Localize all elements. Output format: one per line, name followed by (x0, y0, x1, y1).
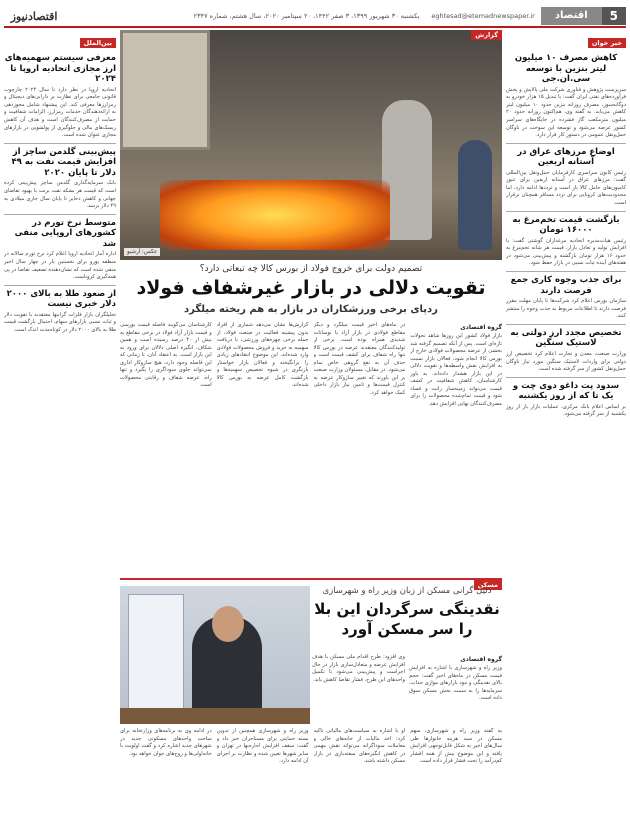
news-body: رئیس هیات‌مدیره اتحادیه مرغداران گوشتی گفت: با افزایش تولید و تعادل بازار، قیمت هر شانه تخم‌مرغ به حدود ۱۶ هزار تومان بازگشته و پیش‌بینی می‌شود در هفته‌های آینده ثبات نسبی در بازار حفظ شود. (506, 237, 626, 267)
news-body: اداره آمار اتحادیه اروپا اعلام کرد نرخ تورم سالانه در منطقه یورو برای نخستین بار در چهار سال اخیر منفی شده است که نشان‌دهنده تضعیف تقاضا در پی همه‌گیری کروناست. (4, 251, 116, 281)
news-item (4, 218, 116, 282)
divider (4, 285, 116, 286)
molten-steel-glow (160, 180, 390, 250)
news-body: بانک سرمایه‌گذاری گلدمن ساچز پیش‌بینی کرده است که قیمت هر بشکه نفت برنت با بهبود تقاضای جهانی و کاهش ذخایر تا پایان سال جاری میلادی به ۴۹ دلار برسد. (4, 180, 116, 210)
news-item (506, 275, 626, 321)
desk (120, 708, 310, 724)
news-body: تحلیلگران بازار فلزات گرانبها معتقدند با تقویت دلار و ثبات نسبی بازارهای سهام، احتمال بازگشت قیمت طلا به بالای ۲۰۰۰ دلار در کوتاه‌مدت اندک است. (4, 311, 116, 333)
column-text: گزارش‌ها نشان می‌دهد شماری از افراد بدون پیشینه فعالیت در صنعت فولاد، از جمله برخی چهره‌های ورزشی، با دریافت سهمیه به خرید و فروش محصولات فولادی وارد شده‌اند. این موضوع انتقادهای زیادی را برانگیخته و فعالان بازار خواستار بازنگری در شیوه تخصیص سهمیه‌ها و بازگشت کامل عرضه به بورس کالا شده‌اند. (216, 322, 309, 389)
news-body: اتحادیه اروپا در نظر دارد تا سال ۲۰۲۴ چارچوب قانونی جامعی برای نظارت بر دارایی‌های دیجیتال و رمزارزها معرفی کند. این پیشنهاد شامل مجوزدهی به ارائه‌دهندگان خدمات رمزارز، الزامات شفافیت و حمایت از مصرف‌کنندگان است و هدف آن کاهش ریسک‌های مالی و جلوگیری از پولشویی در بازارهای مجازی عنوان شده است. (4, 86, 116, 139)
section-name: اقتصاد (541, 7, 602, 25)
news-title: کاهش مصرف ۱۰ میلیون لیتر بنزین با توسعه سی.ان.جی (514, 53, 618, 85)
masthead-date: یکشنبه ۳۰ شهریور ۱۳۹۹، ۳ صفر ۱۴۴۲، ۲۰ سپتامبر ۲۰۲۰، سال هشتم، شماره ۲۳۴۷ (193, 12, 420, 20)
left-news-column (4, 30, 116, 816)
column-text: به گفته وزیر راه و شهرسازی، سهم مسکن در سبد هزینه خانوارها طی سال‌های اخیر به شکل قابل‌توجهی افزایش یافته و این موضوع بیش از همه اقشار کم‌درآمد را تحت فشار قرار داده است. (410, 728, 502, 765)
news-title: از صعود طلا به بالای ۲۰۰۰ دلار خبری نیست (6, 288, 116, 310)
column-text: بازار فولاد کشور این روزها شاهد تحولات تازه‌ای است. پس از آنکه تصمیم گرفته شد بخشی از عرضه محصولات فولادی خارج از بورس کالا انجام شود، فعالان بازار نسبت به افزایش نقش واسطه‌ها و تقویت دلالی در این بازار هشدار داده‌اند. به باور کارشناسان، کاهش شفافیت در کشف قیمت می‌تواند زمینه‌ساز رانت و فساد شود و قیمت تمام‌شده محصولات را برای مصرف‌کنندگان نهایی افزایش دهد. (410, 333, 502, 407)
text-column (120, 728, 212, 816)
photo-credit: عکس: آرشیو (124, 248, 160, 256)
news-body: سرپرست پژوهش و فناوری شرکت ملی پالایش و پخش فرآورده‌های نفتی ایران گفت: با تبدیل ۱۵ هزار خودرو به دوگانه‌سوز، مصرف روزانه بنزین حدود ۱۰ میلیون لیتر کاهش می‌یابد. به گفته وی، هم‌اکنون روزانه حدود ۲۰ میلیون مترمکعب گاز فشرده در جایگاه‌های سراسر کشور عرضه می‌شود و توسعه این سوخت در ناوگان حمل‌ونقل عمومی در دستور کار قرار دارد. (506, 86, 626, 139)
news-title: برای جذب وجوه کاری جمع فرصت دارند (510, 274, 622, 296)
divider (506, 324, 626, 325)
byline: گروه اقتصادی (460, 324, 502, 331)
housing-section-kicker: مسکن (474, 580, 502, 590)
news-item (506, 147, 626, 208)
main-subtitle: ردپای برخی ورزشکاران در بازار به هم ریخته میلگرد (184, 304, 438, 315)
worker-figure (458, 140, 492, 250)
column-text: کارشناسان می‌گویند فاصله قیمت بورسی و قیمت بازار آزاد فولاد در برخی مقاطع به بیش از ۴۰ درصد رسیده است و همین شکاف، انگیزه اصلی دلالان برای ورود به این بازار است. به اعتقاد آنان، تا زمانی که این فاصله وجود دارد، هیچ سازوکار اداری نمی‌تواند جلوی سوداگری را بگیرد و تنها راه، عرضه شفاف و رقابتی محصولات است. (120, 322, 212, 389)
column-text: در ادامه وی به برنامه‌های وزارتخانه برای ساخت واحدهای مسکونی جدید در شهرهای جدید اشاره کرد و گفت اولویت با خانه‌اولی‌ها و زوج‌های جوان خواهد بود. (120, 728, 212, 757)
main-section-kicker: گزارش (471, 30, 502, 40)
text-column (312, 654, 405, 724)
divider (506, 143, 626, 144)
housing-intro-body (312, 654, 502, 724)
column-text: وزیر راه و شهرسازی همچنین از تدوین بسته حمایتی برای مستاجران خبر داد و گفت: سقف افزایش اجاره‌بها در تهران و سایر شهرها تعیین شده و نظارت بر اجرای آن ادامه دارد. (216, 728, 309, 765)
masthead (4, 6, 626, 28)
divider (4, 143, 116, 144)
right-news-column (506, 30, 626, 816)
text-column (409, 654, 502, 724)
divider (506, 377, 626, 378)
news-title: بازگشت قیمت تخم‌مرغ به ۱۶۰۰۰ تومان (512, 214, 620, 236)
column-text: وزیر راه و شهرسازی با اشاره به افزایش قیمت مسکن در ماه‌های اخیر گفت: حجم بالای نقدینگی و نبود بازارهای موازی جذاب، سرمایه‌ها را به سمت بخش مسکن سوق داده است. (409, 665, 502, 702)
column-text: او با اشاره به سیاست‌های مالیاتی تاکید کرد: اخذ مالیات از خانه‌های خالی و معاملات سوداگرانه می‌تواند نقش مهمی در کاهش انگیزه‌های سفته‌بازی در بازار مسکن داشته باشد. (313, 728, 406, 765)
left-column-kicker: بین‌الملل (80, 38, 116, 48)
news-title: پیش‌بینی گلدمن ساچز از افزایش قیمت نفت به ۴۹ دلار تا پایان ۲۰۲۰ (11, 146, 116, 178)
news-item (506, 215, 626, 268)
text-column (217, 322, 309, 574)
news-title: اوضاع مرزهای عراق در آستانه اربعین (517, 146, 615, 168)
news-title: تخصیص مجدد ارز دولتی به لاستیک سنگین (510, 327, 622, 349)
divider (506, 211, 626, 212)
masthead-email: eghtesad@etemadnewspaper.ir (431, 12, 535, 20)
steel-factory-photo (120, 30, 502, 260)
byline: گروه اقتصادی (460, 656, 502, 663)
news-item (4, 53, 116, 140)
news-body: سازمان بورس اعلام کرد شرکت‌ها تا پایان مهلت مقرر فرصت دارند تا اطلاعات مربوط به جذب وجوه را منتشر کنند. (506, 298, 626, 320)
news-item (4, 289, 116, 335)
housing-section-rule (120, 578, 502, 589)
divider (4, 214, 116, 215)
text-column (314, 728, 406, 816)
text-column (217, 728, 309, 816)
person-face (212, 606, 244, 642)
text-column (120, 322, 212, 574)
housing-headline: نقدینگی سرگردان این بلا را سر مسکن آورد (314, 600, 500, 638)
text-column (410, 728, 502, 816)
housing-kicker: دلیل گرانی مسکن از زبان وزیر راه و شهرسازی (322, 586, 492, 596)
text-column (314, 322, 406, 574)
column-text: در ماه‌های اخیر قیمت میلگرد و دیگر مقاطع فولادی در بازار آزاد با نوسانات شدیدی همراه بوده است. برخی از تولیدکنندگان معتقدند عرضه در بورس کالا تنها راه شفاف برای کشف قیمت است و حذف آن به نفع گروهی خاص تمام می‌شود. در مقابل، مسئولان وزارت صنعت بر این باورند که تغییر سازوکار عرضه به کنترل قیمت‌ها و تامین نیاز بازار داخلی کمک خواهد کرد. (313, 322, 406, 396)
wall-portrait-frame (120, 30, 210, 150)
main-headline: تقویت دلالی در بازار غیرشفاف فولاد (136, 277, 486, 299)
minister-photo (120, 586, 310, 724)
main-story-body (120, 322, 502, 574)
newspaper-logo: اقتصادنیوز (10, 9, 58, 23)
text-column (410, 322, 502, 574)
news-body: بر اساس اعلام بانک مرکزی، عملیات بازار باز از روز یکشنبه از سر گرفته می‌شود. (506, 403, 626, 418)
news-item (506, 53, 626, 140)
news-body: رئیس کانون سراسری کارفرمایان حمل‌ونقل بین‌المللی گفت: مرزهای عراق در آستانه اربعین برای عبور کامیون‌های حامل کالا باز است و ترددها ادامه دارد، اما محدودیت‌های کرونایی برای تردد مسافر همچنان برقرار است. (506, 169, 626, 206)
news-item (506, 328, 626, 374)
news-title: معرفی سیستم سهمیه‌های ارز مجازی اتحادیه اروپا تا ۲۰۲۴ (4, 53, 116, 85)
main-kicker: تصمیم دولت برای خروج فولاد از بورس کالا چه تبعاتی دارد؟ (199, 264, 423, 274)
page-number: 5 (602, 7, 626, 25)
column-text: وی افزود: طرح اقدام ملی مسکن با هدف افزایش عرضه و متعادل‌سازی بازار در حال اجراست و پیش‌بینی می‌شود با تکمیل واحدهای این طرح، فشار تقاضا کاهش یابد. (312, 654, 405, 683)
news-title: سدود پت داغو دوی چت و یک تا که از روز یکشنبه (512, 380, 620, 402)
divider (506, 271, 626, 272)
right-column-kicker: خبر خوان (588, 38, 626, 48)
housing-story-body (120, 728, 502, 816)
news-body: وزارت صنعت، معدن و تجارت اعلام کرد تخصیص ارز دولتی برای واردات لاستیک سنگین مورد نیاز ناوگان حمل‌ونقل کشور از سر گرفته شده است. (506, 350, 626, 373)
news-item (506, 381, 626, 419)
main-story-area (120, 30, 502, 816)
banner-stand (128, 594, 184, 714)
news-title: متوسط نرخ تورم در کشورهای اروپایی منفی شد (14, 217, 116, 249)
news-item (4, 147, 116, 211)
